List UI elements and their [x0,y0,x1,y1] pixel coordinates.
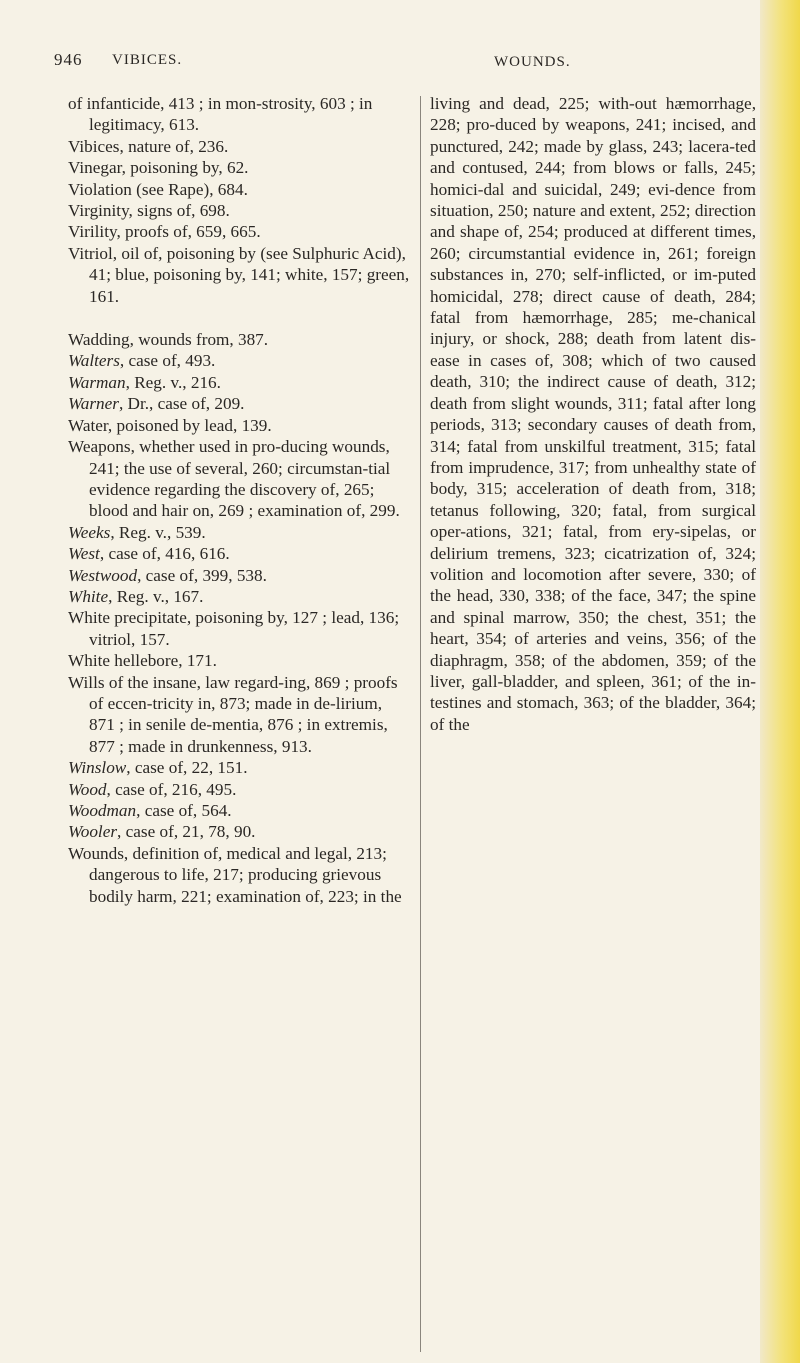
index-entry: Violation (see Rape), 684. [68,179,248,199]
page-edge [760,0,800,1363]
index-entry: Winslow, case of, 22, 151. [68,758,248,778]
index-entry: Vinegar, poisoning by, 62. [68,158,249,178]
index-entry: Weeks, Reg. v., 539. [68,522,206,542]
right-running-head: WOUNDS. [494,54,571,70]
column-divider [420,96,421,1352]
index-entry: Virility, proofs of, 659, 665. [68,222,261,242]
index-entry: White hellebore, 171. [68,651,217,671]
left-column [68,93,412,907]
index-entry: White precipitate, poisoning by, 127 ; lead, 136; vitriol, 157. [68,608,400,649]
page-number: 946 [54,50,83,69]
index-entry: Woodman, case of, 564. [68,801,232,820]
index-entry: West, case of, 416, 616. [68,544,230,564]
left-running-head: VIBICES. [112,52,183,68]
index-entry: Water, poisoned by lead, 139. [68,415,272,435]
right-column [430,93,756,735]
wounds-continuation-text: living and dead, 225; with-out hæmorrhage, 228; pro-duced by weapons, 241; incised, and punctured, 242; made by glass, 243; lacera-ted and contused, 244; from blows or falls, 245; homici-dal and suicidal, 249; evi-dence from situation, 250; nature and extent, 252; direction and shape of, 254; produced at different times, 260; circumstantial evidence in, 261; foreign substances in, 270; self-inflicted, or im-puted homicidal, 278; direct cause of death, 284; fatal from hæmorrhage, 285; me-chanical injury, or shock, 288; death from latent dis-ease in cases of, 308; which of two caused death, 310; the indirect cause of death, 312; death from slight wounds, 311; fatal after long periods, 313; secondary causes of death from, 314; fatal from unskilful treatment, 315; fatal from imprudence, 317; from unhealthy state of body, 315; acceleration of death from, 318; tetanus following, 320; fatal, from surgical oper-ations, 321; fatal, from ery-sipelas, or delirium tremens, 323; cicatrization of, 324; volition and locomotion after severe, 330; of the head, 330, 338; of the face, 347; the spine and spinal marrow, 350; the chest, 351; the heart, 354; of arteries and veins, 356; of the diaphragm, 358; of the abdomen, 359; of the liver, gall-bladder, and spleen, 361; of the in-testines and stomach, 363; of the bladder, 364; of the [430,94,756,734]
index-entry: Wounds, definition of, medical and legal, 213; dangerous to life, 217; producing grievous bodily harm, 221; examination of, 223; in the [68,843,402,906]
index-entry: Walters, case of, 493. [68,351,216,371]
index-entry: Westwood, case of, 399, 538. [68,565,267,585]
index-entry: White, Reg. v., 167. [68,586,204,606]
index-entry: of infanticide, 413 ; in mon-strosity, 603 ; in legitimacy, 613. [68,94,373,135]
index-entry: Warman, Reg. v., 216. [68,372,221,392]
index-entry: Wadding, wounds from, 387. [68,330,269,350]
index-entry: Warner, Dr., case of, 209. [68,394,245,414]
index-entry: Wills of the insane, law regard-ing, 869 ; proofs of eccen-tricity in, 873; made in de-lirium, 871 ; in senile de-mentia, 876 ; in extremis, 877 ; made in drunkenness, 913. [68,672,398,756]
running-header [54,50,754,80]
index-entry: Virginity, signs of, 698. [68,201,230,221]
index-entry: Weapons, whether used in pro-ducing wounds, 241; the use of several, 260; circumstan-tial evidence regarding the discovery of, 265; blood and hair on, 269 ; examination of, 299. [68,437,400,521]
index-entry: Wood, case of, 216, 495. [68,779,237,799]
index-entry: Wooler, case of, 21, 78, 90. [68,822,256,842]
index-entry: Vibices, nature of, 236. [68,136,229,156]
index-entry: Vitriol, oil of, poisoning by (see Sulphuric Acid), 41; blue, poisoning by, 141; white, 157; green, 161. [68,243,410,306]
